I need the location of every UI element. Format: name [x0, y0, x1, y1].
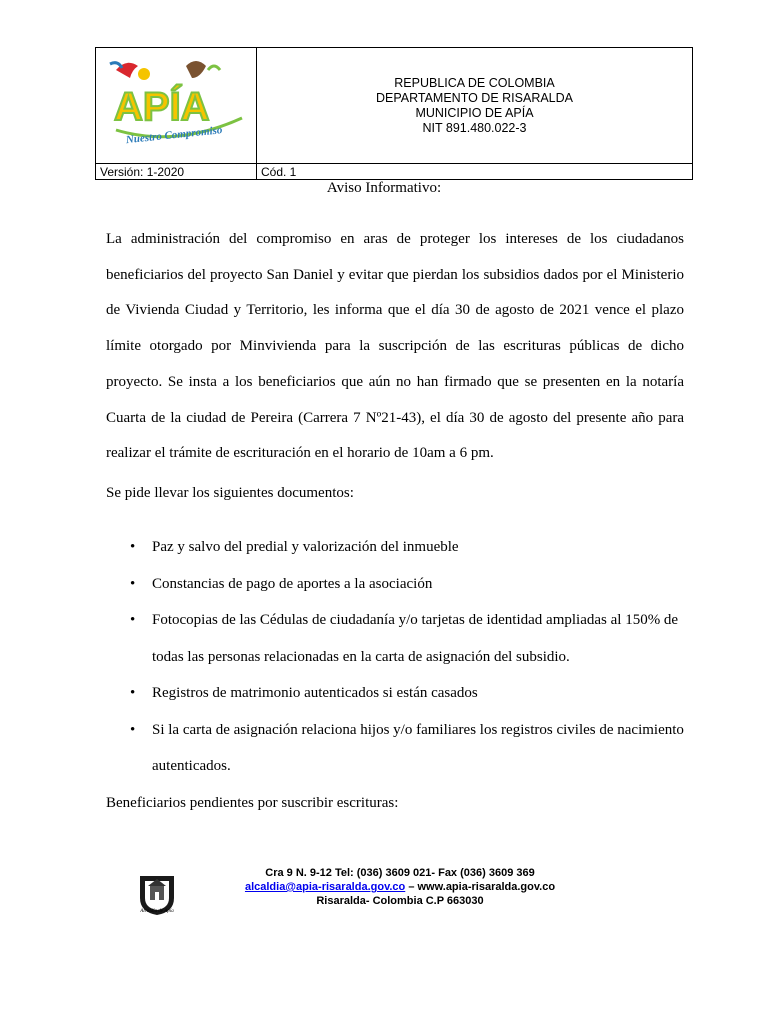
document-footer: [150, 866, 650, 908]
footer-address: Cra 9 N. 9-12 Tel: (036) 3609 021- Fax (036) 3609 369: [265, 867, 535, 879]
documents-list: [130, 529, 690, 785]
document-title: Aviso Informativo:: [326, 180, 442, 196]
document-header: [95, 47, 693, 180]
list-item: • Registros de matrimonio autenticados si están casados: [130, 675, 690, 712]
list-item: • Si la carta de asignación relaciona hijos y/o familiares los registros civiles de nacimiento autenticados.: [130, 712, 690, 785]
version-cell: Versión: 1-2020: [96, 164, 257, 180]
header-text-cell: [257, 48, 693, 164]
list-item: • Constancias de pago de aportes a la asociación: [130, 566, 690, 603]
code-cell: Cód. 1: [257, 164, 693, 180]
documents-intro: Se pide llevar los siguientes documentos:: [106, 485, 354, 501]
header-line-nit: NIT 891.480.022-3: [422, 120, 527, 135]
header-line-municipality: MUNICIPIO DE APÍA: [415, 105, 534, 120]
apia-logo: [96, 48, 256, 158]
seal-caption: Alcaldía de Apía: [140, 909, 174, 914]
website-link[interactable]: www.apia-risaralda.gov.co: [417, 881, 556, 893]
header-line-department: DEPARTAMENTO DE RISARALDA: [375, 90, 574, 105]
logo-cell: [96, 48, 257, 164]
footer-location: Risaralda- Colombia C.P 663030: [316, 895, 484, 907]
list-item: • Paz y salvo del predial y valorización del inmueble: [130, 529, 690, 566]
footer-contact-line: [150, 880, 650, 894]
logo-tagline: Nuestro Compromiso: [125, 124, 223, 147]
logo-wordmark: APÍA: [114, 85, 210, 129]
footer-separator: –: [405, 881, 418, 893]
pending-beneficiaries-label: Beneficiarios pendientes por suscribir escrituras:: [106, 795, 399, 811]
list-item: • Fotocopias de las Cédulas de ciudadanía y/o tarjetas de identidad ampliadas al 150% de todas las personas relacionadas en la carta de asignación del subsidio.: [130, 602, 690, 675]
email-link[interactable]: alcaldia@apia-risaralda.gov.co: [244, 881, 406, 893]
header-line-country: REPUBLICA DE COLOMBIA: [394, 75, 555, 90]
main-paragraph: La administración del compromiso en aras de proteger los intereses de los ciudadanos beneficiarios del proyecto San Daniel y evitar que pierdan los subsidios dados por el Ministerio de Vivienda Ciudad y Territorio, les informa que el día 30 de agosto de 2021 vence el plazo límite otorgado por Minvivienda para la suscripción de las escrituras públicas de dicho proyecto. Se insta a los beneficiarios que aún no han firmado que se presenten en la notaría Cuarta de la ciudad de Pereira (Carrera 7 Nº21-43), el día 30 de agosto del presente año para realizar el trámite de escrituración en el horario de 10am a 6 pm.: [106, 231, 684, 462]
